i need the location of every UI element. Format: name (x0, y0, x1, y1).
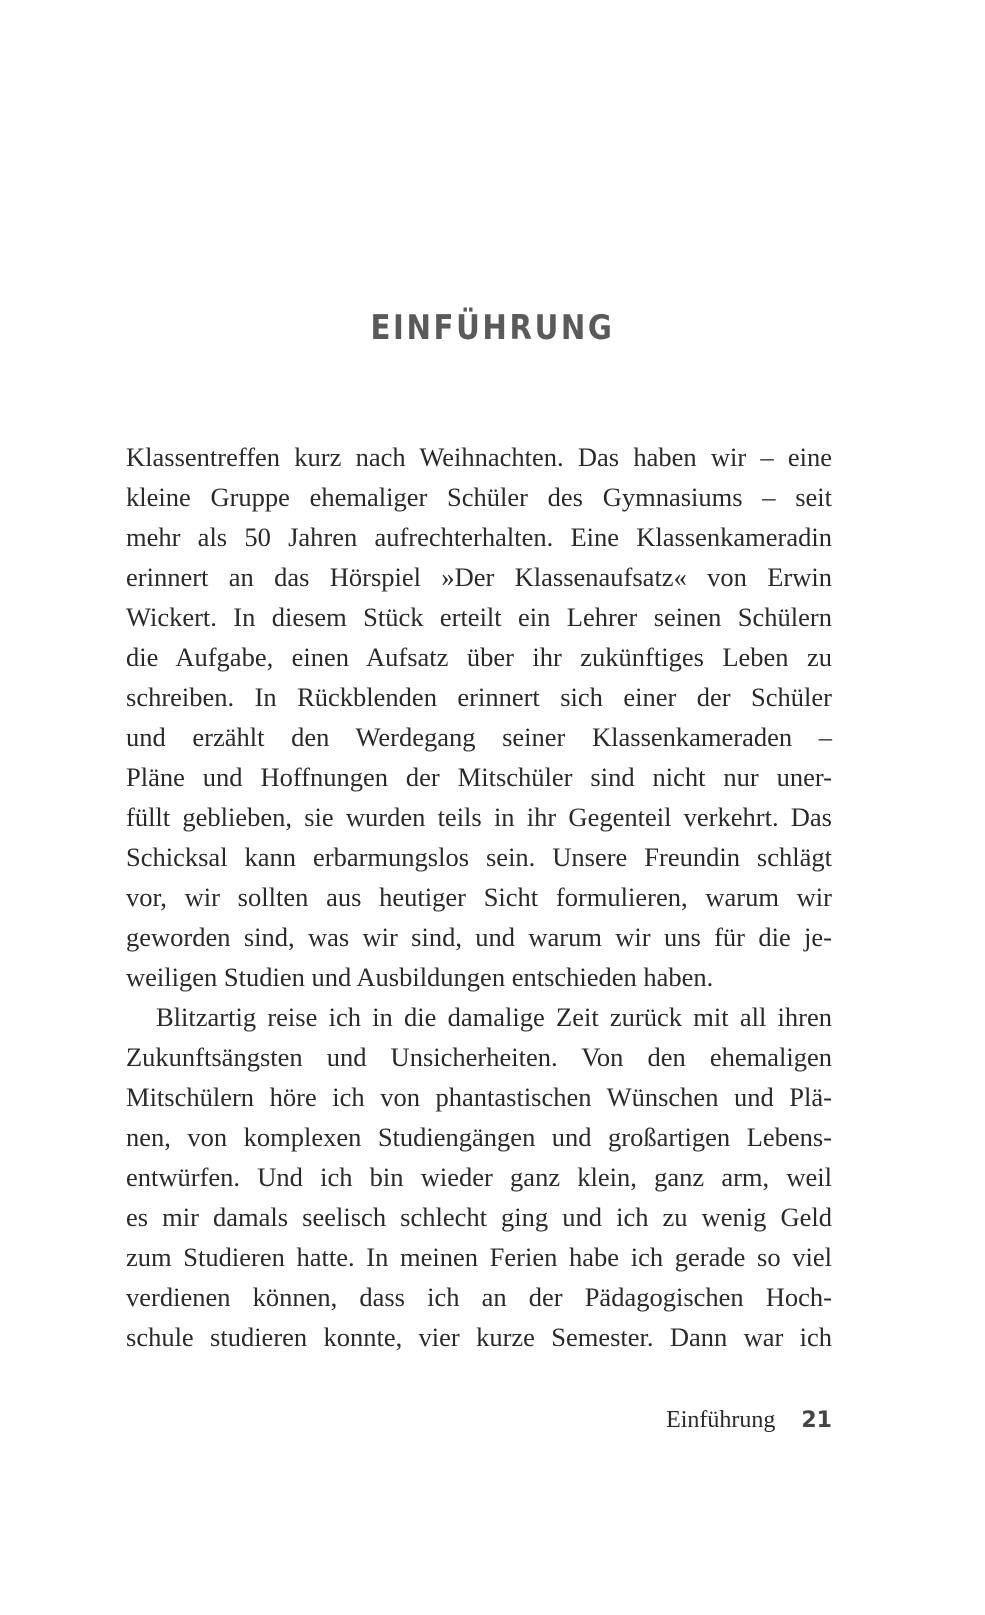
text-line: die Aufgabe, einen Aufsatz über ihr zukünftiges Leben zu (126, 642, 832, 672)
text-line: Zukunftsängsten und Unsicherheiten. Von den ehemaligen (126, 1042, 832, 1072)
text-line: zum Studieren hatte. In meinen Ferien habe ich gerade so viel (126, 1242, 832, 1272)
text-line: nen, von komplexen Studiengängen und großartigen Lebens- (126, 1122, 832, 1152)
text-line: Wickert. In diesem Stück erteilt ein Lehrer seinen Schülern (126, 602, 832, 632)
body-text (126, 437, 832, 1357)
text-line: weiligen Studien und Ausbildungen entschieden haben. (126, 962, 714, 992)
text-line: Blitzartig reise ich in die damalige Zeit zurück mit all ihren (156, 1002, 832, 1032)
text-line: verdienen können, dass ich an der Pädagogischen Hoch- (126, 1282, 832, 1312)
text-line: Schicksal kann erbarmungslos sein. Unsere Freundin schlägt (126, 842, 832, 872)
running-head: Einführung (666, 1407, 776, 1433)
text-line: Klassentreffen kurz nach Weihnachten. Das haben wir – eine (126, 442, 832, 472)
text-line: es mir damals seelisch schlecht ging und ich zu wenig Geld (126, 1202, 832, 1232)
chapter-title: EINFÜHRUNG (370, 308, 615, 348)
page-footer (666, 1407, 832, 1434)
text-line: mehr als 50 Jahren aufrechterhalten. Eine Klassenkameradin (126, 522, 832, 552)
text-line: Pläne und Hoffnungen der Mitschüler sind nicht nur uner- (126, 762, 832, 792)
text-line: schule studieren konnte, vier kurze Semester. Dann war ich (126, 1322, 832, 1352)
text-line: kleine Gruppe ehemaliger Schüler des Gymnasiums – seit (126, 482, 832, 512)
text-line: vor, wir sollten aus heutiger Sicht formulieren, warum wir (126, 882, 832, 912)
text-line: schreiben. In Rückblenden erinnert sich einer der Schüler (126, 682, 832, 712)
text-line: geworden sind, was wir sind, und warum wir uns für die je- (126, 922, 832, 952)
text-line: und erzählt den Werdegang seiner Klassenkameraden – (126, 722, 832, 752)
text-line: Mitschülern höre ich von phantastischen Wünschen und Plä- (126, 1082, 832, 1112)
page-number: 21 (801, 1408, 832, 1433)
text-line: erinnert an das Hörspiel »Der Klassenaufsatz« von Erwin (126, 562, 832, 592)
text-line: füllt geblieben, sie wurden teils in ihr Gegenteil verkehrt. Das (126, 802, 832, 832)
text-line: entwürfen. Und ich bin wieder ganz klein, ganz arm, weil (126, 1162, 832, 1192)
